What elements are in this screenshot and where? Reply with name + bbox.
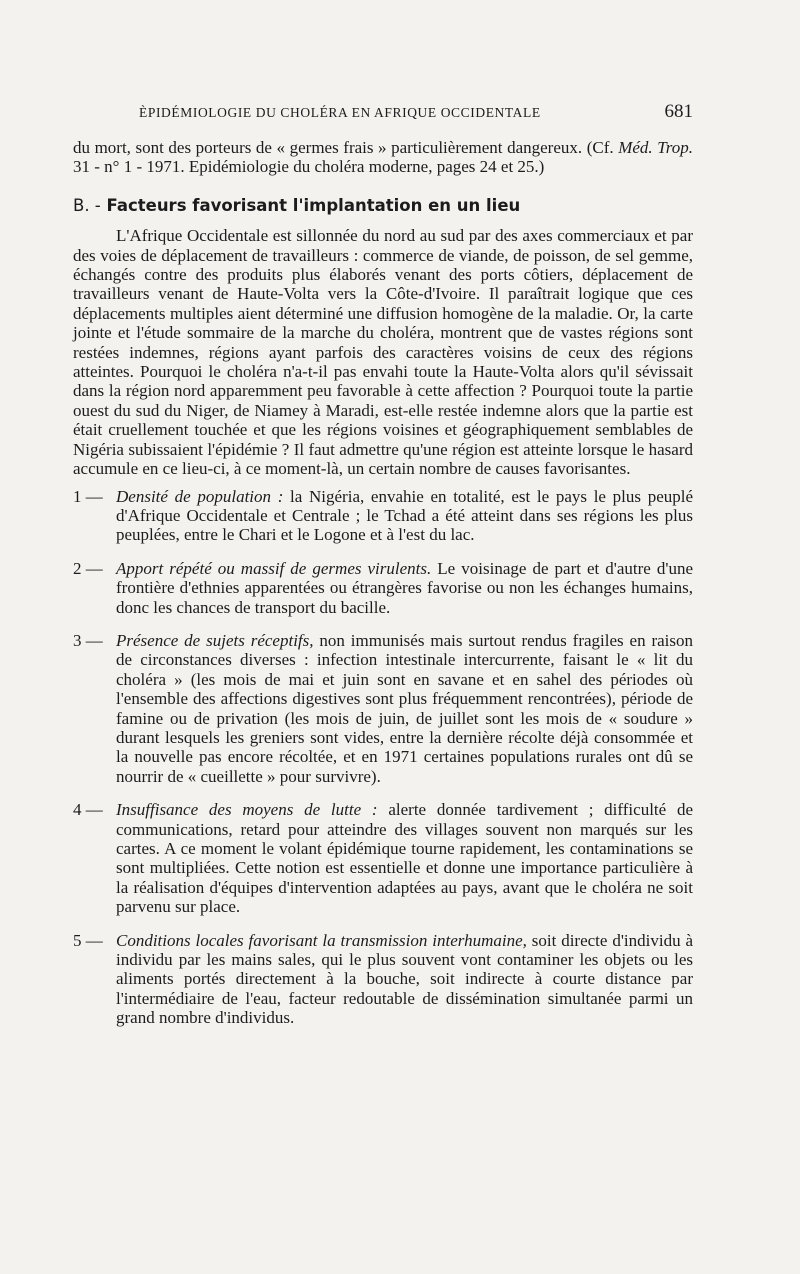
factor-text: soit directe d'individu à individu par les mains sales, qui le plus souvent vont contaminer les objets ou les aliments portés directement à la bouche, soit indirecte à courte distance par l'intermédiaire de l'eau, facteur redoutable de dissémination simultanée parmi un grand nombre d'individus. [116,930,693,1028]
factor-lead: Apport répété ou massif de germes virulents. [116,558,432,578]
factor-lead: Densité de population : [116,486,284,506]
factor-number: 4 — [73,800,103,820]
section-letter: B. - [73,195,101,215]
intro-text-2: 31 - n° 1 - 1971. Epidémiologie du choléra moderne, pages 24 et 25.) [73,157,545,177]
running-header [73,101,693,123]
factor-item [73,931,693,1028]
page-number: 681 [664,101,693,122]
factor-lead: Insuffisance des moyens de lutte : [116,800,378,820]
factor-number: 1 — [73,486,103,506]
factor-content [116,931,693,1028]
section-heading [73,196,693,215]
factor-item [73,631,693,786]
factor-content [116,800,693,916]
main-paragraph: L'Afrique Occidentale est sillonnée du nord au sud par des axes commerciaux et par des voies de déplacement de travailleurs : commerce de viande, de poisson, de sel gemme, échangés contre des produits plus élaborés venant des ports côtiers, déplacement de travailleurs venant de Haute-Volta vers la Côte-d'Ivoire. Il paraîtrait logique que ces déplacements multiples aient déterminé une diffusion homogène de la maladie. Or, la carte jointe et l'étude sommaire de la marche du choléra, montrent que de vastes régions sont restées indemnes, régions ayant parfois des caractères voisins de ceux des régions atteintes. Pourquoi le choléra n'a-t-il pas envahi toute la Haute-Volta alors qu'il sévissait dans la région nord apparemment peu favorable à cette affection ? Pourquoi toute la partie ouest du sud du Niger, de Niamey à Maradi, est-elle restée indemne alors que la partie est était cruellement touchée et que les régions voisines et géographiquement semblables de Nigéria subissaient l'épidémie ? Il faut admettre qu'une région est atteinte lorsque le hasard accumule en ce lieu-ci, à ce moment-là, un certain nombre de causes favorisantes. [73,226,693,479]
factor-lead: Conditions locales favorisant la transmission interhumaine, [116,930,527,950]
factor-number: 5 — [73,930,103,950]
factor-lead: Présence de sujets réceptifs, [116,630,314,650]
intro-paragraph [73,138,693,177]
factor-text: Le voisinage de part et d'autre d'une frontière d'ethnies apparentées ou étrangères favorise ou non les échanges humains, donc les chances de transport du bacille. [116,558,693,617]
journal-name: Méd. Trop. [618,138,693,157]
factor-text: alerte donnée tardivement ; difficulté de communications, retard pour atteindre des villages souvent non marqués sur les cartes. A ce moment le volant épidémique tourne rapidement, les contaminations se sont multipliées. Cette notion est essentielle et donne une importance particulière à la réalisation d'équipes d'intervention adaptées au pays, avant que le choléra ne soit parvenu sur place. [116,800,693,917]
factor-number: 2 — [73,558,103,578]
factor-number: 3 — [73,630,103,650]
factor-item [73,800,693,916]
factor-item [73,559,693,617]
section-title: Facteurs favorisant l'implantation en un lieu [106,195,521,215]
factor-content [116,559,693,617]
running-title: ÈPIDÉMIOLOGIE DU CHOLÉRA EN AFRIQUE OCCIDENTALE [139,105,541,120]
factor-text: non immunisés mais surtout rendus fragiles en raison de circonstances diverses : infection intestinale intercurrente, faisant le « lit du choléra » (les mois de mai et juin sont en savane et en sahel des périodes où l'ensemble des affections digestives sont plus fréquemment rencontrées), période de famine ou de privation (les mois de juin, de juillet sont les mois de « soudure » durant lesquels les greniers sont vides, entre la dernière récolte déjà consommée et la nouvelle pas encore récoltée, et en 1971 certaines populations rurales ont dû se nourrir de « cueillette » pour survivre). [116,630,693,786]
factor-content [116,631,693,786]
factor-content [116,487,693,545]
page-body [73,138,693,1028]
factor-text: la Nigéria, envahie en totalité, est le pays le plus peuplé d'Afrique Occidentale et Centrale ; le Tchad a été atteint dans ses régions les plus peuplées, entre le Chari et le Logone et à l'est du lac. [116,486,694,545]
factor-item [73,487,693,545]
intro-text-1: du mort, sont des porteurs de « germes frais » particulièrement dangereux. (Cf. [73,138,619,157]
